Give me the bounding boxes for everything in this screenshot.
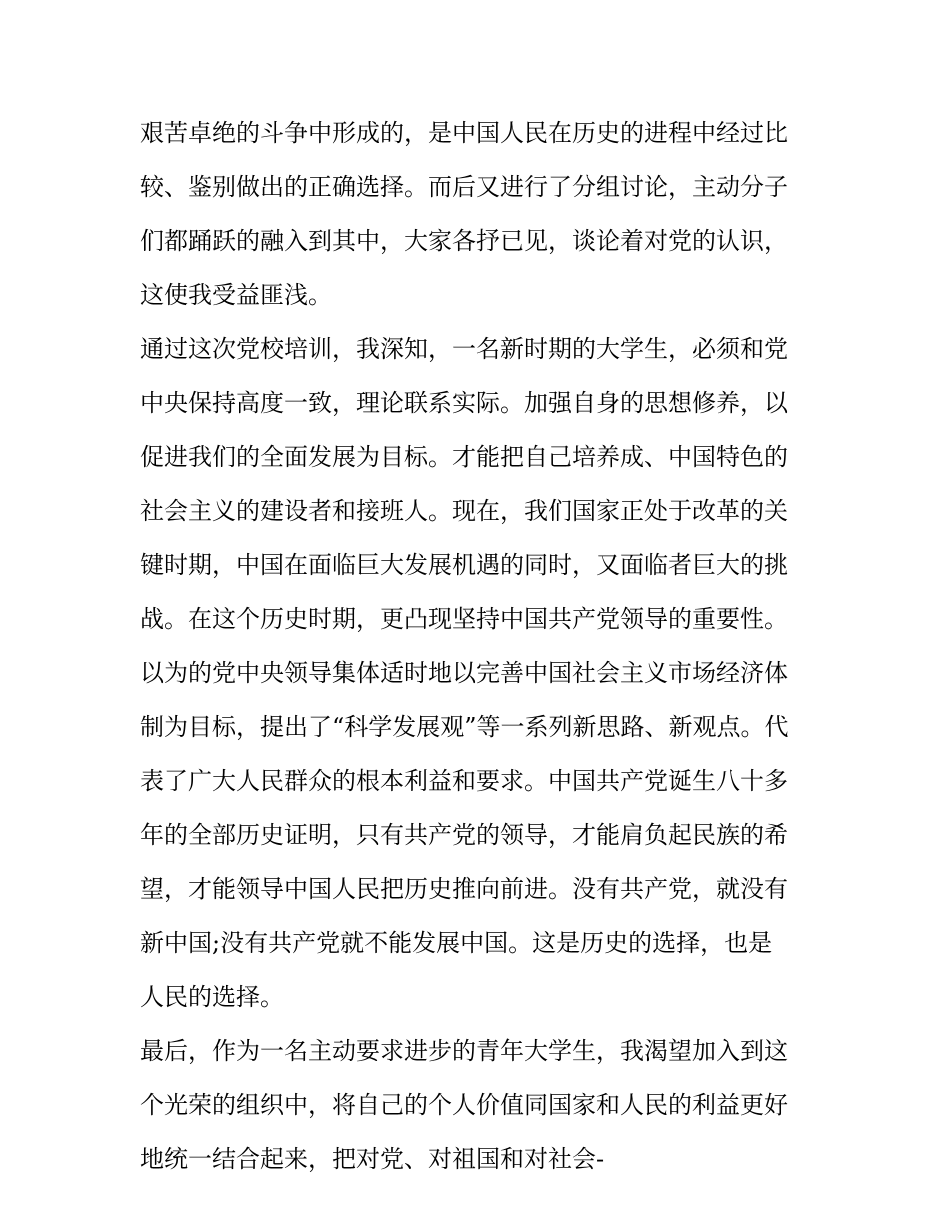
text-line: 们都踊跃的融入到其中，大家各抒已见，谈论着对党的认识， [140, 227, 788, 255]
text-line: 最后，作为一名主动要求进步的青年大学生，我渴望加入到这 [140, 1037, 788, 1065]
text-line: 通过这次党校培训，我深知，一名新时期的大学生，必须和党 [140, 335, 788, 363]
text-line: 战。在这个历史时期，更凸现坚持中国共产党领导的重要性。 [140, 605, 788, 633]
text-line: 社会主义的建设者和接班人。现在，我们国家正处于改革的关 [140, 497, 788, 525]
text-line: 较、鉴别做出的正确选择。而后又进行了分组讨论，主动分子 [140, 173, 788, 201]
text-line: 望，才能领导中国人民把历史推向前进。没有共产党，就没有 [140, 875, 788, 903]
body-text [140, 106, 820, 1186]
text-line: 艰苦卓绝的斗争中形成的，是中国人民在历史的进程中经过比 [140, 119, 788, 147]
text-line: 表了广大人民群众的根本利益和要求。中国共产党诞生八十多 [140, 767, 788, 795]
text-line: 中央保持高度一致，理论联系实际。加强自身的思想修养，以 [140, 389, 788, 417]
text-line: 键时期，中国在面临巨大发展机遇的同时，又面临者巨大的挑 [140, 551, 788, 579]
text-line: 促进我们的全面发展为目标。才能把自己培养成、中国特色的 [140, 443, 788, 471]
text-line: 人民的选择。 [140, 983, 284, 1011]
text-line: 个光荣的组织中，将自己的个人价值同国家和人民的利益更好 [140, 1091, 788, 1119]
text-line: 制为目标，提出了“科学发展观”等一系列新思路、新观点。代 [140, 713, 789, 741]
text-line: 这使我受益匪浅。 [140, 281, 332, 309]
text-line: 地统一结合起来，把对党、对祖国和对社会- [140, 1145, 605, 1173]
text-line: 年的全部历史证明，只有共产党的领导，才能肩负起民族的希 [140, 821, 788, 849]
text-line: 以为的党中央领导集体适时地以完善中国社会主义市场经济体 [140, 659, 788, 687]
text-line: 新中国;没有共产党就不能发展中国。这是历史的选择，也是 [140, 929, 773, 957]
